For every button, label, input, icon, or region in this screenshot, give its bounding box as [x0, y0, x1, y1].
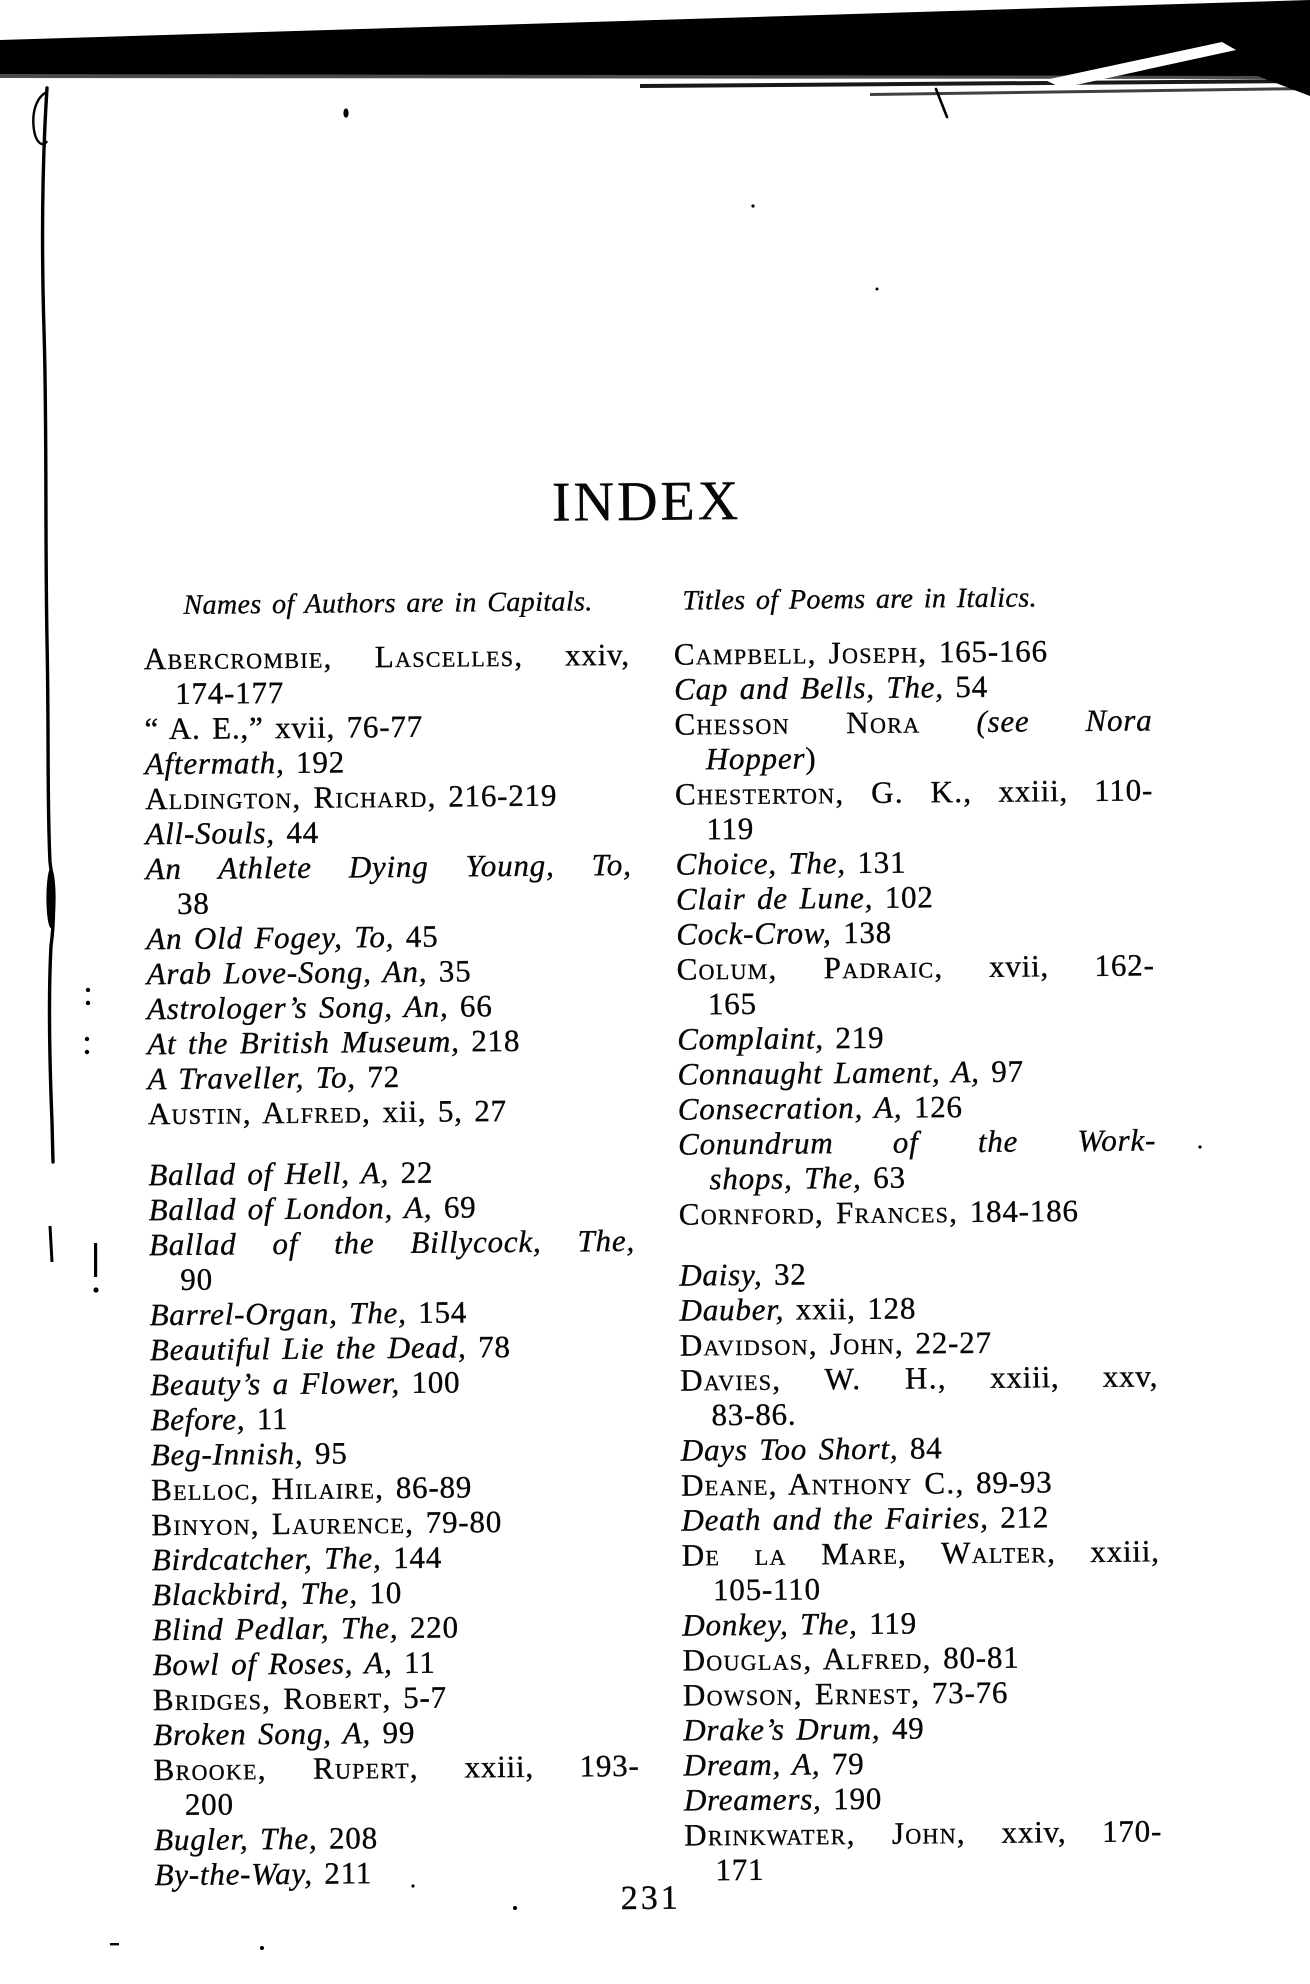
poem-title: Aftermath, [144, 745, 285, 782]
author-name: Belloc, Hilaire, [150, 1470, 385, 1508]
poem-title: Ballad of the Billycock, The, [148, 1222, 636, 1263]
index-entry-line [153, 1643, 639, 1682]
page-refs: 89-93 [964, 1464, 1053, 1501]
page-refs: 45 [394, 918, 439, 955]
page-refs: “ A. E.,” xvii, 76-77 [144, 708, 424, 747]
page-refs: 171 [715, 1851, 765, 1888]
poem-title: Choice, The, [675, 845, 847, 882]
page-refs: 216-219 [436, 777, 558, 814]
poem-title: Blind Pedlar, The, [152, 1610, 399, 1648]
page-refs: 190 [821, 1780, 883, 1817]
page-refs: 99 [370, 1714, 416, 1751]
index-entry-line [152, 1538, 638, 1577]
index-entry-line [680, 1323, 1158, 1362]
author-name: Douglas, Alfred, [682, 1640, 932, 1678]
poem-title: (see Nora [920, 702, 1153, 740]
poem-title: Beg-Innish, [150, 1435, 304, 1473]
index-entry-line [676, 877, 1154, 916]
page-refs: 11 [392, 1644, 436, 1681]
poem-title: Blackbird, The, [151, 1575, 359, 1613]
page-title: INDEX [551, 470, 742, 534]
poem-title: Before, [150, 1401, 246, 1438]
index-entry-line [150, 1328, 636, 1367]
page-refs: 219 [823, 1019, 885, 1056]
page-refs: 73-76 [920, 1674, 1009, 1711]
index-entry-continuation [675, 807, 1153, 846]
page-refs: 84 [898, 1430, 943, 1466]
index-entry-line [683, 1708, 1161, 1747]
index-entry-line [676, 912, 1154, 951]
poem-title: Cap and Bells, The, [674, 669, 944, 707]
poem-title: At the British Museum, [147, 1023, 460, 1062]
index-entry-continuation [678, 1157, 1156, 1196]
author-name: Drinkwater, John, [684, 1815, 967, 1853]
poem-title: An Old Fogey, To, [146, 919, 395, 957]
author-name: Bridges, Robert, [152, 1680, 392, 1718]
page-refs: 49 [880, 1710, 925, 1746]
index-entry-line [144, 637, 630, 676]
poem-title: By-the-Way, [154, 1855, 313, 1893]
index-entry-line [149, 1188, 635, 1227]
page-refs: ) [805, 740, 817, 776]
index-entry-line [679, 1253, 1157, 1292]
index-entry-line [682, 1533, 1160, 1572]
index-entry-line [151, 1503, 637, 1542]
index-entry-line [152, 1573, 638, 1612]
page-refs: 72 [355, 1059, 401, 1095]
poem-title: Drake’s Drum, [683, 1710, 881, 1748]
page-refs: 105-110 [712, 1571, 821, 1608]
index-entry-line [676, 842, 1154, 881]
author-name: Davies, W. H., [680, 1360, 948, 1398]
page-refs: xxiii, 110- [972, 772, 1154, 810]
page-refs: xxiii, xxv, [946, 1358, 1159, 1396]
page-refs: 66 [448, 988, 493, 1024]
author-name: Brooke, Rupert, [153, 1749, 420, 1788]
index-entry-line [151, 1433, 637, 1472]
index-entry-line [684, 1778, 1162, 1817]
page-refs: 211 [312, 1855, 373, 1891]
page-refs: 80-81 [931, 1639, 1020, 1676]
index-entry-line [681, 1498, 1159, 1537]
index-entry-continuation [680, 1393, 1158, 1432]
index-entry-line [683, 1673, 1161, 1712]
author-name: De la Mare, Walter, [681, 1534, 1057, 1573]
index-entry-line [146, 917, 632, 956]
poem-title: Dreamers, [683, 1781, 822, 1818]
page-refs: 165 [707, 985, 757, 1022]
page-number: 231 [620, 1879, 681, 1918]
index-entry-line [680, 1358, 1158, 1397]
page-refs: 212 [988, 1499, 1050, 1535]
poem-title: Birdcatcher, The, [151, 1540, 382, 1578]
poem-title: Days Too Short, [680, 1430, 899, 1468]
page-refs: 192 [284, 744, 346, 781]
index-entry-line [149, 1223, 635, 1262]
index-entry-line [152, 1608, 638, 1647]
index-entry-line [154, 1818, 640, 1857]
page-refs: 54 [943, 668, 989, 705]
index-entry-line [681, 1463, 1159, 1502]
index-entry-line [678, 1122, 1156, 1161]
author-name: Chesson Nora [674, 704, 921, 742]
index-entry-line [682, 1638, 1160, 1677]
poem-title: Bowl of Roses, A, [152, 1645, 393, 1683]
page-refs: 184-186 [958, 1193, 1079, 1230]
index-entry-continuation [684, 1848, 1162, 1887]
author-name: Chesterton, G. K., [674, 774, 973, 812]
page-refs: 11 [245, 1400, 289, 1437]
page-refs: 69 [432, 1189, 477, 1225]
page-refs: 10 [357, 1575, 403, 1611]
page-refs: 83-86. [711, 1396, 797, 1433]
index-entry-line [148, 1092, 634, 1131]
page-refs: xii, 5, 27 [370, 1093, 508, 1130]
page-refs: 32 [762, 1256, 807, 1292]
page-refs: 38 [176, 885, 210, 921]
page-refs: xxiv, 170- [965, 1813, 1163, 1851]
poem-title: Ballad of Hell, A, [148, 1155, 390, 1193]
page-refs: 100 [399, 1364, 461, 1401]
caption-titles: Titles of Poems are in Italics. [682, 582, 1038, 617]
author-name: Campbell, Joseph, [673, 634, 928, 672]
index-entry-continuation [677, 982, 1155, 1021]
index-entry-line [147, 1057, 633, 1096]
page-refs: 154 [406, 1294, 468, 1330]
poem-title: Astrologer’s Song, An, [146, 988, 449, 1027]
page-refs: 79-80 [414, 1504, 503, 1540]
poem-title: Clair de Lune, [675, 879, 874, 917]
index-entry-line [674, 702, 1152, 741]
author-name: Davidson, John, [679, 1325, 905, 1363]
index-entry-line [154, 1853, 640, 1892]
index-entry-line [150, 1363, 636, 1402]
index-entry-line [674, 667, 1152, 706]
author-name: Cornford, Frances, [678, 1194, 959, 1232]
page-refs: xvii, 162- [943, 947, 1155, 985]
page-refs: 218 [459, 1022, 521, 1059]
index-entry-line [679, 1192, 1157, 1231]
poem-title: All-Souls, [145, 815, 275, 852]
index-entry-line [683, 1743, 1161, 1782]
index-entry-continuation [675, 737, 1153, 776]
poem-title: Hopper [705, 740, 806, 777]
index-entry-line [146, 847, 632, 886]
page-refs: xxiii, 193- [418, 1747, 640, 1785]
poem-title: Dream, A, [683, 1746, 821, 1783]
index-entry-line [149, 1293, 635, 1332]
page-refs: 90 [180, 1261, 214, 1297]
index-entry-line [679, 1288, 1157, 1327]
index-entry-line [674, 632, 1152, 671]
index-entry-line [684, 1813, 1162, 1852]
page-refs: 79 [820, 1745, 865, 1782]
index-column-right [674, 632, 1163, 1887]
page-refs: 119 [706, 810, 755, 847]
index-entry-line [146, 952, 632, 991]
poem-title: Ballad of London, A, [148, 1189, 433, 1228]
poem-title: Consecration, A, [677, 1089, 903, 1127]
poem-title: Death and the Fairies, [681, 1499, 989, 1538]
author-name: Austin, Alfred, [147, 1094, 372, 1132]
index-entry-continuation [149, 1258, 635, 1297]
poem-title: Bugler, The, [154, 1820, 318, 1858]
poem-title: Broken Song, A, [153, 1715, 372, 1753]
poem-title: Daisy, [679, 1256, 763, 1293]
poem-title: Beautiful Lie the Dead, [149, 1329, 467, 1368]
page-refs: xxiii, [1056, 1533, 1160, 1570]
poem-title: Complaint, [677, 1020, 825, 1057]
poem-title: Arab Love-Song, An, [146, 953, 428, 992]
poem-title: A Traveller, To, [147, 1059, 356, 1097]
author-name: Dowson, Ernest, [682, 1675, 921, 1713]
poem-title: Conundrum of the Work- [677, 1122, 1157, 1162]
page-refs: 208 [317, 1820, 379, 1856]
page-refs: 63 [861, 1159, 906, 1195]
index-entry-line [145, 812, 631, 851]
page-refs: 97 [979, 1053, 1024, 1089]
index-entry-line [151, 1468, 637, 1507]
index-entry-continuation [154, 1783, 640, 1822]
index-entry-line [675, 772, 1153, 811]
author-name: Aldington, Richard, [144, 778, 437, 817]
page-refs: xxii, 128 [784, 1290, 917, 1327]
page-refs: 126 [902, 1089, 963, 1125]
index-entry-line [150, 1398, 636, 1437]
page-refs: 44 [274, 814, 320, 851]
index-entry-continuation [682, 1568, 1160, 1607]
page-refs: 78 [466, 1329, 511, 1365]
index-entry-line [153, 1713, 639, 1752]
page-refs: 165-166 [927, 633, 1048, 670]
author-name: Binyon, Laurence, [151, 1504, 415, 1543]
poem-title: Beauty’s a Flower, [150, 1365, 401, 1403]
index-entry-line [677, 1052, 1155, 1091]
page-refs: 138 [831, 914, 893, 951]
page-refs: 220 [398, 1609, 459, 1646]
author-name: Colum, Padraic, [676, 949, 944, 987]
index-entry-line [145, 742, 631, 781]
page-refs: 119 [857, 1605, 918, 1642]
index-entry-line [681, 1428, 1159, 1467]
page-refs: 86-89 [384, 1469, 473, 1506]
page-refs: 131 [845, 844, 907, 881]
index-entry-line [147, 1022, 633, 1061]
page-refs: 22-27 [903, 1324, 992, 1361]
index-entry-continuation [146, 882, 632, 921]
author-name: Abercrombie, Lascelles, [143, 637, 524, 677]
index-entry-line [153, 1748, 639, 1787]
index-entry-line [144, 707, 630, 746]
poem-title: Barrel-Organ, The, [149, 1294, 407, 1333]
index-entry-line [148, 1153, 634, 1192]
page-refs: 200 [184, 1786, 234, 1822]
page-refs: 35 [427, 953, 472, 989]
index-entry-line [147, 987, 633, 1026]
poem-title: Connaught Lament, A, [677, 1053, 980, 1092]
index-entry-line [153, 1678, 639, 1717]
caption-authors: Names of Authors are in Capitals. [183, 586, 593, 621]
index-entry-continuation [144, 672, 630, 711]
page-refs: xxiv, [523, 636, 631, 673]
poem-title: Dauber, [679, 1291, 785, 1328]
page-refs: 144 [381, 1539, 443, 1576]
index-entry-line [678, 1087, 1156, 1126]
page-refs: 174-177 [175, 675, 285, 711]
index-entry-line [682, 1603, 1160, 1642]
page-refs: 102 [873, 879, 934, 915]
page-refs: 22 [388, 1154, 434, 1191]
page-refs: 5-7 [391, 1679, 448, 1716]
poem-title: shops, The, [709, 1159, 862, 1197]
index-entry-line [676, 947, 1154, 986]
poem-title: Donkey, The, [682, 1606, 858, 1643]
index-column-left [144, 637, 641, 1892]
poem-title: Cock-Crow, [676, 915, 832, 952]
author-name: Deane, Anthony C., [680, 1465, 965, 1503]
index-entry-line [145, 777, 631, 816]
page-refs: 95 [303, 1435, 348, 1471]
index-entry-line [677, 1017, 1155, 1056]
poem-title: An Athlete Dying Young, To, [145, 846, 632, 887]
